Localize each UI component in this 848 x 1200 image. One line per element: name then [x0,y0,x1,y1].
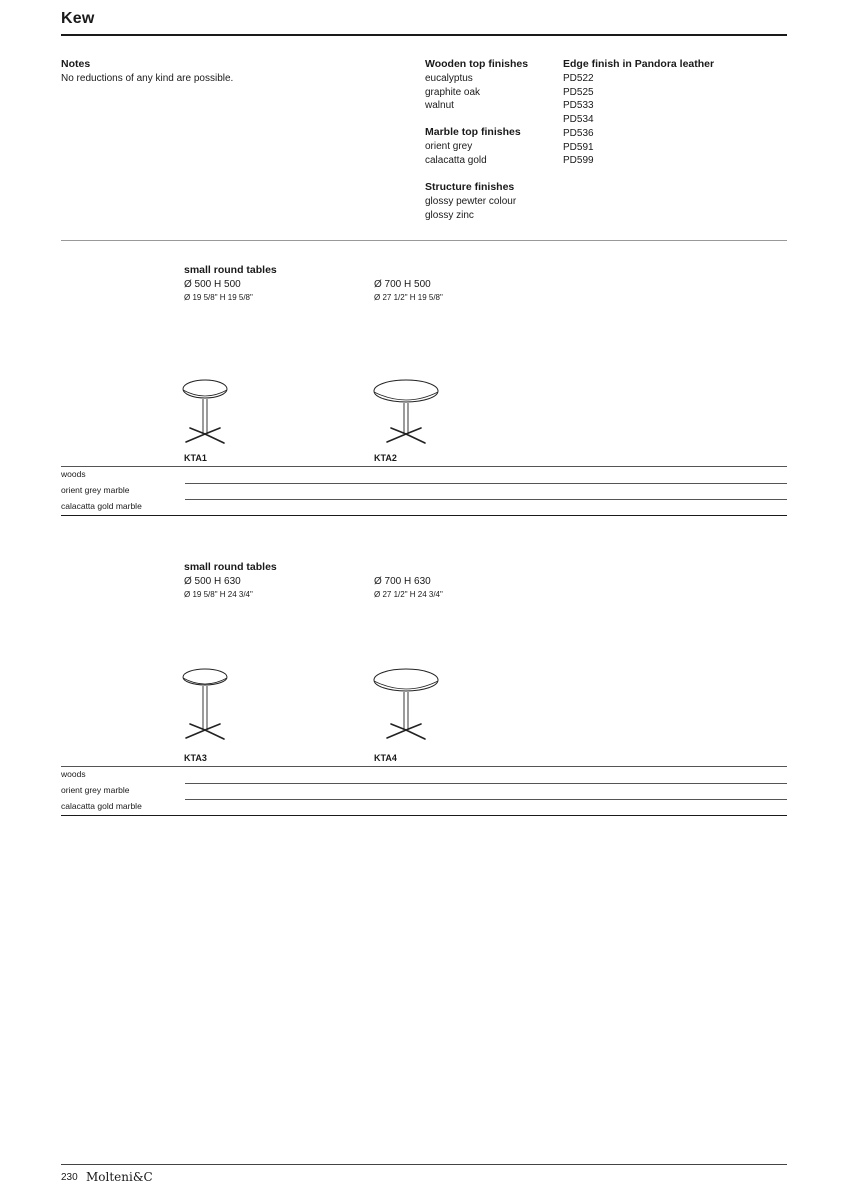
finish-item: calacatta gold [425,154,487,166]
edge-item: PD525 [563,86,594,98]
finish-row-label: woods [61,769,86,779]
brand-logo: Molteni&C [86,1170,153,1184]
product-code: KTA4 [374,753,397,763]
structure-list [425,195,516,222]
section2-heading: small round tables [184,561,277,573]
page-number: 230 [61,1172,78,1183]
product-dim-mm: Ø 700 H 630 [374,576,431,587]
finish-item: orient grey [425,141,473,152]
finish-item: eucalyptus [425,73,473,84]
section1-row-divider [61,466,787,467]
finish-item: walnut [425,100,454,112]
finish-row-label: orient grey marble [61,785,130,795]
finish-item: graphite oak [425,86,481,98]
table-kta3-drawing [178,666,238,746]
marble-top-list [425,140,487,167]
table-kta4-drawing [370,666,450,746]
section2-bottom-rule [61,815,787,816]
finish-row-line [185,483,787,484]
product-dim-in: Ø 27 1/2" H 19 5/8" [374,293,443,302]
table-kta1-drawing [178,376,238,446]
section2-row-divider [61,766,787,767]
finish-row-label: woods [61,469,86,479]
edge-item: PD522 [563,73,594,84]
edge-item: PD533 [563,100,594,112]
product-code: KTA1 [184,453,207,463]
product-dim-in: Ø 27 1/2" H 24 3/4" [374,590,443,599]
product-dim-mm: Ø 500 H 630 [184,576,241,587]
marble-top-heading: Marble top finishes [425,126,521,138]
product-dim-mm: Ø 700 H 500 [374,279,431,290]
wooden-top-list [425,72,480,113]
wooden-top-heading: Wooden top finishes [425,58,529,70]
finish-item: glossy zinc [425,209,474,221]
finish-row-label: calacatta gold marble [61,801,142,811]
finish-row-line [185,799,787,800]
finish-row-line [185,499,787,500]
edge-item: PD599 [563,155,594,167]
product-code: KTA3 [184,753,207,763]
product-dim-mm: Ø 500 H 500 [184,279,241,290]
edge-item: PD534 [563,114,594,126]
notes-heading: Notes [61,58,91,70]
edge-heading: Edge finish in Pandora leather [563,58,715,70]
finish-row-label: calacatta gold marble [61,501,142,511]
section1-heading: small round tables [184,264,277,276]
product-dim-in: Ø 19 5/8" H 24 3/4" [184,590,253,599]
notes-text: No reductions of any kind are possible. [61,73,234,84]
product-code: KTA2 [374,453,397,463]
edge-list [563,72,594,168]
page-title: Kew [61,10,95,27]
header-rule [61,34,787,36]
table-kta2-drawing [370,376,450,446]
finish-row-line [185,783,787,784]
finish-item: glossy pewter colour [425,196,517,207]
product-dim-in: Ø 19 5/8" H 19 5/8" [184,293,253,302]
info-divider [61,240,787,241]
structure-heading: Structure finishes [425,181,515,193]
footer-rule [61,1164,787,1165]
edge-item: PD591 [563,141,594,153]
finish-row-label: orient grey marble [61,485,130,495]
edge-item: PD536 [563,127,594,139]
section1-bottom-rule [61,515,787,516]
